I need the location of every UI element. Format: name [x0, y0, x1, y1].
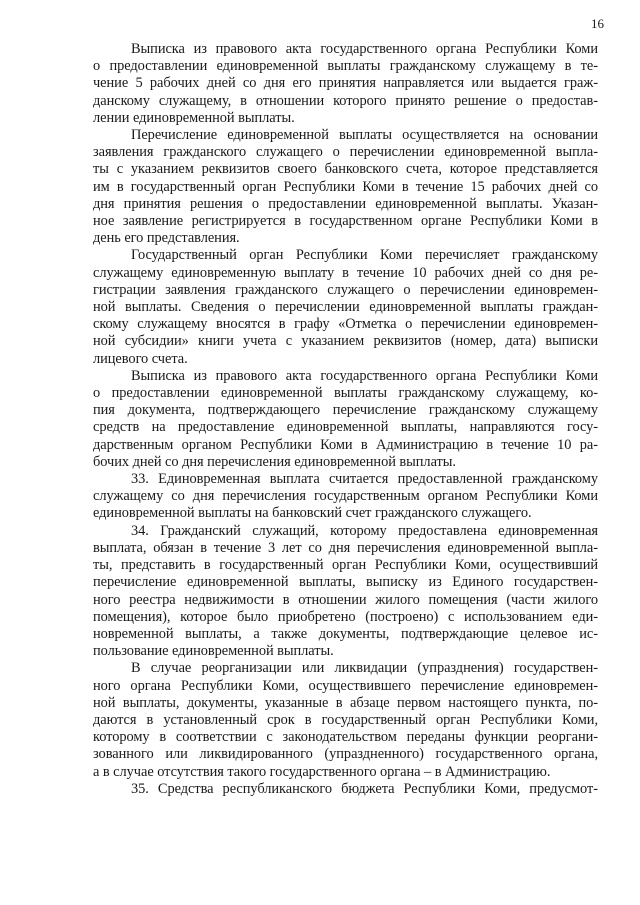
text-line: ты с указанием реквизитов своего банковского счета, которое представляется — [93, 161, 598, 178]
text-line: пользование единовременной выплаты. — [93, 643, 334, 660]
text-line: Выписка из правового акта государственного органа Республики Коми — [131, 41, 598, 57]
text-line: которому в соответствии с законодательством переданы функции реоргани- — [93, 729, 598, 746]
text-line: пия документа, подтверждающего перечисление гражданскому служащему — [93, 402, 598, 419]
text-line: зованного или ликвидированного (упраздненного) государственного органа, — [93, 746, 598, 763]
text-line: ной выплаты. Сведения о перечислении единовременной выплаты граждан- — [93, 299, 598, 316]
text-line: 34. Гражданский служащий, которому предоставлена единовременная — [131, 522, 598, 539]
page-number: 16 — [591, 16, 604, 31]
text-line: скому служащему вносятся в графу «Отметка о перечислении единовремен- — [93, 316, 598, 333]
text-line: служащему со дня перечисления государственным органом Республики Коми — [93, 488, 598, 505]
text-line: лицевого счета. — [93, 350, 188, 367]
document-body — [93, 41, 598, 798]
text-line: даются в установленный срок в государственный орган Республики Коми, — [93, 711, 598, 728]
text-line: перечисление единовременной выплаты, выписку из Единого государствен- — [93, 574, 598, 591]
text-line: ной выплаты, документы, указанные в абзаце первом настоящего пункта, по- — [93, 694, 598, 711]
text-line: Государственный орган Республики Коми перечисляет гражданскому — [131, 247, 598, 264]
text-line: В случае реорганизации или ликвидации (упразднения) государствен- — [131, 660, 598, 677]
text-line: выплата, обязан в течение 3 лет со дня перечисления единовременной выпла- — [93, 539, 598, 556]
text-line: новременной выплаты, а также документы, подтверждающие целевое ис- — [93, 625, 598, 642]
text-line: ного реестра недвижимости в отношении жилого помещения (части жилого — [93, 591, 598, 608]
text-line: единовременной выплаты на банковский счет гражданского служащего. — [93, 505, 532, 522]
text-line: помещения), которое было приобретено (построено) с использованием еди- — [93, 608, 598, 625]
text-line: чение 5 рабочих дней со дня его принятия направляется или выдается граж- — [93, 75, 598, 92]
text-line: ное заявление регистрируется в государственном органе Республики Коми в — [93, 213, 598, 230]
text-line: дарственным органом Республики Коми в Администрацию в течение 10 ра- — [93, 436, 598, 453]
text-line: 35. Средства республиканского бюджета Республики Коми, предусмот- — [131, 780, 598, 797]
text-line: о предоставлении единовременной выплаты гражданскому служащему в те- — [93, 58, 598, 75]
text-line: ной субсидии» книги учета с указанием реквизитов (номер, дата) выписки — [93, 333, 598, 350]
text-line: ного органа Республики Коми, осуществившего перечисление единовремен- — [93, 677, 598, 694]
text-line: средств на предоставление единовременной выплаты, направляются госу- — [93, 419, 598, 436]
text-line: им в государственный орган Республики Коми в течение 15 рабочих дней со — [93, 178, 598, 195]
text-line: служащему единовременную выплату в течение 10 рабочих дней со дня ре- — [93, 264, 598, 281]
text-line: Выписка из правового акта государственного органа Республики Коми — [131, 367, 598, 384]
text-line: о предоставлении единовременной выплаты гражданскому служащему, ко- — [93, 385, 598, 402]
text-line: день его представления. — [93, 230, 240, 247]
text-line: а в случае отсутствия такого государственного органа – в Администрацию. — [93, 763, 551, 780]
text-line: заявления гражданского служащего о перечислении единовременной выпла- — [93, 144, 598, 161]
text-line: гистрации заявления гражданского служащего о перечислении единовремен- — [93, 281, 598, 298]
text-line: Перечисление единовременной выплаты осуществляется на основании — [131, 127, 598, 144]
text-line: бочих дней со дня перечисления единовременной выплаты. — [93, 453, 456, 470]
text-line: дня принятия решения о предоставлении единовременной выплаты. Указан- — [93, 195, 598, 212]
text-line: данскому служащему, в отношении которого принято решение о предостав- — [93, 92, 598, 109]
text-line: 33. Единовременная выплата считается предоставленной гражданскому — [131, 471, 598, 488]
text-line: ты, представить в государственный орган Республики Коми, осуществивший — [93, 557, 598, 574]
text-line: лении единовременной выплаты. — [93, 109, 295, 126]
